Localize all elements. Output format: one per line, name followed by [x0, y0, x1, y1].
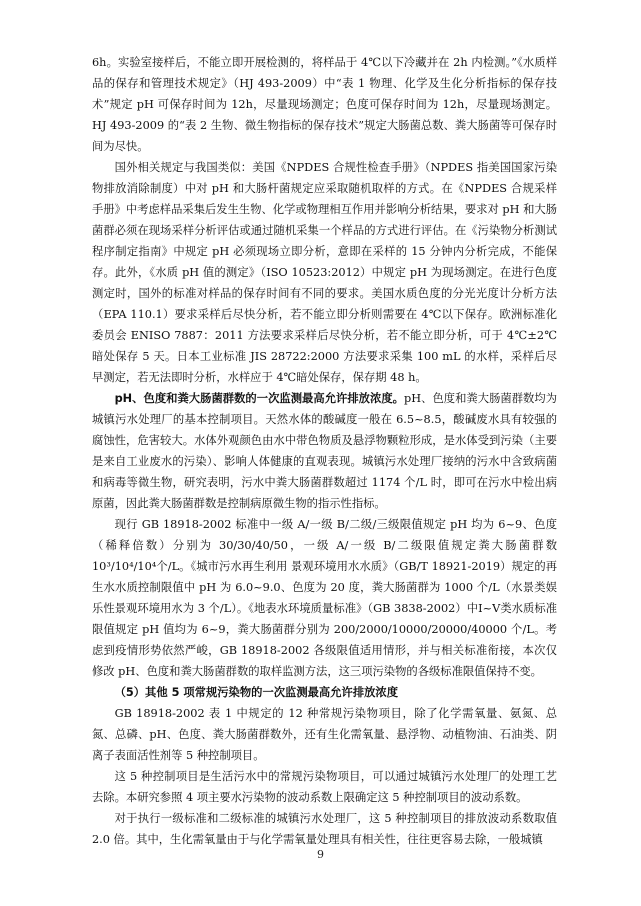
page-number: 9	[317, 848, 324, 861]
paragraph-current-standards: 现行 GB 18918-2002 标准中一级 A/一级 B/二级/三级限值规定 pH 均为 6~9、色度（稀释倍数）分别为 30/30/40/50，一级 A/一级 B/二级限值规定粪大肠菌群数 10³/10⁴/10⁴个/L。《城市污水再生利用 景观环境用水水质》（GB/T 18921-2019）规定的再生水水质控制限值中 pH 为 6.0~9.0、色度为 20 度，粪大肠菌群为 1000 个/L（水景类娱乐性景观环境用水为 3 个/L）。《地表水环境质量标准》（GB 3838-2002）中Ⅰ~Ⅴ类水质标准限值规定 pH 值均为 6~9，粪大肠菌群分别为 200/2000/10000/20000/40000 个/L。考虑到疫情形势依然严峻，GB 18918-2002 各级限值适用情形，并与相关标准衔接，本次仅修改 pH、色度和粪大肠菌群数的取样监测方法，这三项污染物的各级标准限值保持不变。	[92, 518, 557, 678]
paragraph-control-items: 这 5 种控制项目是生活污水中的常规污染物项目，可以通过城镇污水处理厂的处理工艺去除。本研究参照 4 项主要水污染物的波动系数上限确定这 5 种控制项目的波动系数。	[92, 770, 557, 804]
paragraph-other-pollutants: GB 18918-2002 表 1 中规定的 12 种常规污染物项目，除了化学需氧量、氨氮、总氮、总磷、pH、色度、粪大肠菌群数外，还有生化需氧量、悬浮物、动植物油、石油类、阴离子表面活性剂等 5 种控制项目。	[92, 707, 557, 762]
bold-lead-sentence: pH、色度和粪大肠菌群数的一次监测最高允许排放浓度。	[114, 392, 404, 405]
paragraph-ph-color-coliform-body: 城镇污水处理厂的基本控制项目。天然水体的酸碱度一般在 6.5~8.5，酸碱废水具有较强的腐蚀性，危害较大。水体外观颜色由水中带色物质及悬浮物颗粒形成，是水体受到污染（主要是来自工业废水的污染）、影响人体健康的直观表现。城镇污水处理厂接纳的污水中含致病菌和病毒等微生物，研究表明，污水中粪大肠菌群数超过 1174 个/L 时，即可在污水中检出病原菌，因此粪大肠菌群数是控制病原微生物的指示性指标。	[92, 413, 557, 510]
lead-continuation: pH、色度和粪大肠菌群数均为	[404, 392, 557, 405]
paragraph-storage-rules: 6h。实验室接样后，不能立即开展检测的，将样品于 4℃以下冷藏并在 2h 内检测。”《水质样品的保存和管理技术规定》（HJ 493-2009）中“表 1 物理、化学及生化分析指标的保存技术”规定 pH 可保存时间为 12h，尽量现场测定；色度可保存时间为 12h，尽量现场测定。HJ 493-2009 的“表 2 生物、微生物指标的保存技术”规定大肠菌总数、粪大肠菌等可保存时间为尽快。	[92, 56, 557, 153]
paragraph-ph-color-coliform	[92, 388, 557, 514]
section-heading: （5）其他 5 项常规污染物的一次监测最高允许排放浓度	[114, 686, 399, 699]
paragraph-foreign-rules: 国外相关规定与我国类似：美国《NPDES 合规性检查手册》（NPDES 指美国国家污染物排放消除制度）中对 pH 和大肠杆菌规定应采取随机取样的方式。在《NPDES 合规采样手册》中考虑样品采集后发生生物、化学或物理相互作用并影响分析结果，要求对 pH 和大肠菌群必须在现场采样分析评估或通过随机采集一个样品的方式进行评估。在《污染物分析测试程序制定指南》中规定 pH 必须现场立即分析，意即在采样的 15 分钟内分析完成，不能保存。此外，《水质 pH 值的测定》（ISO 10523:2012）中规定 pH 为现场测定。在进行色度测定时，国外的标准对样品的保存时间有不同的要求。美国水质色度的分光光度计分析方法（EPA 110.1）要求采样后尽快分析，若不能立即分析则需要在 4℃以下保存。欧洲标准化委员会 ENISO 7887：2011 方法要求采样后尽快分析，若不能立即分析，可于 4℃±2℃暗处保存 5 天。日本工业标准 JIS 28722:2000 方法要求采集 100 mL 的水样，采样后尽早测定，若无法即时分析，水样应于 4℃暗处保存，保存期 48 h。	[92, 161, 557, 384]
paragraph-fluctuation-factor: 对于执行一级标准和二级标准的城镇污水处理厂，这 5 种控制项目的排放波动系数取值2.0 倍。其中，生化需氧量由于与化学需氧量处理具有相关性，往往更容易去除，一般城镇	[92, 812, 557, 846]
